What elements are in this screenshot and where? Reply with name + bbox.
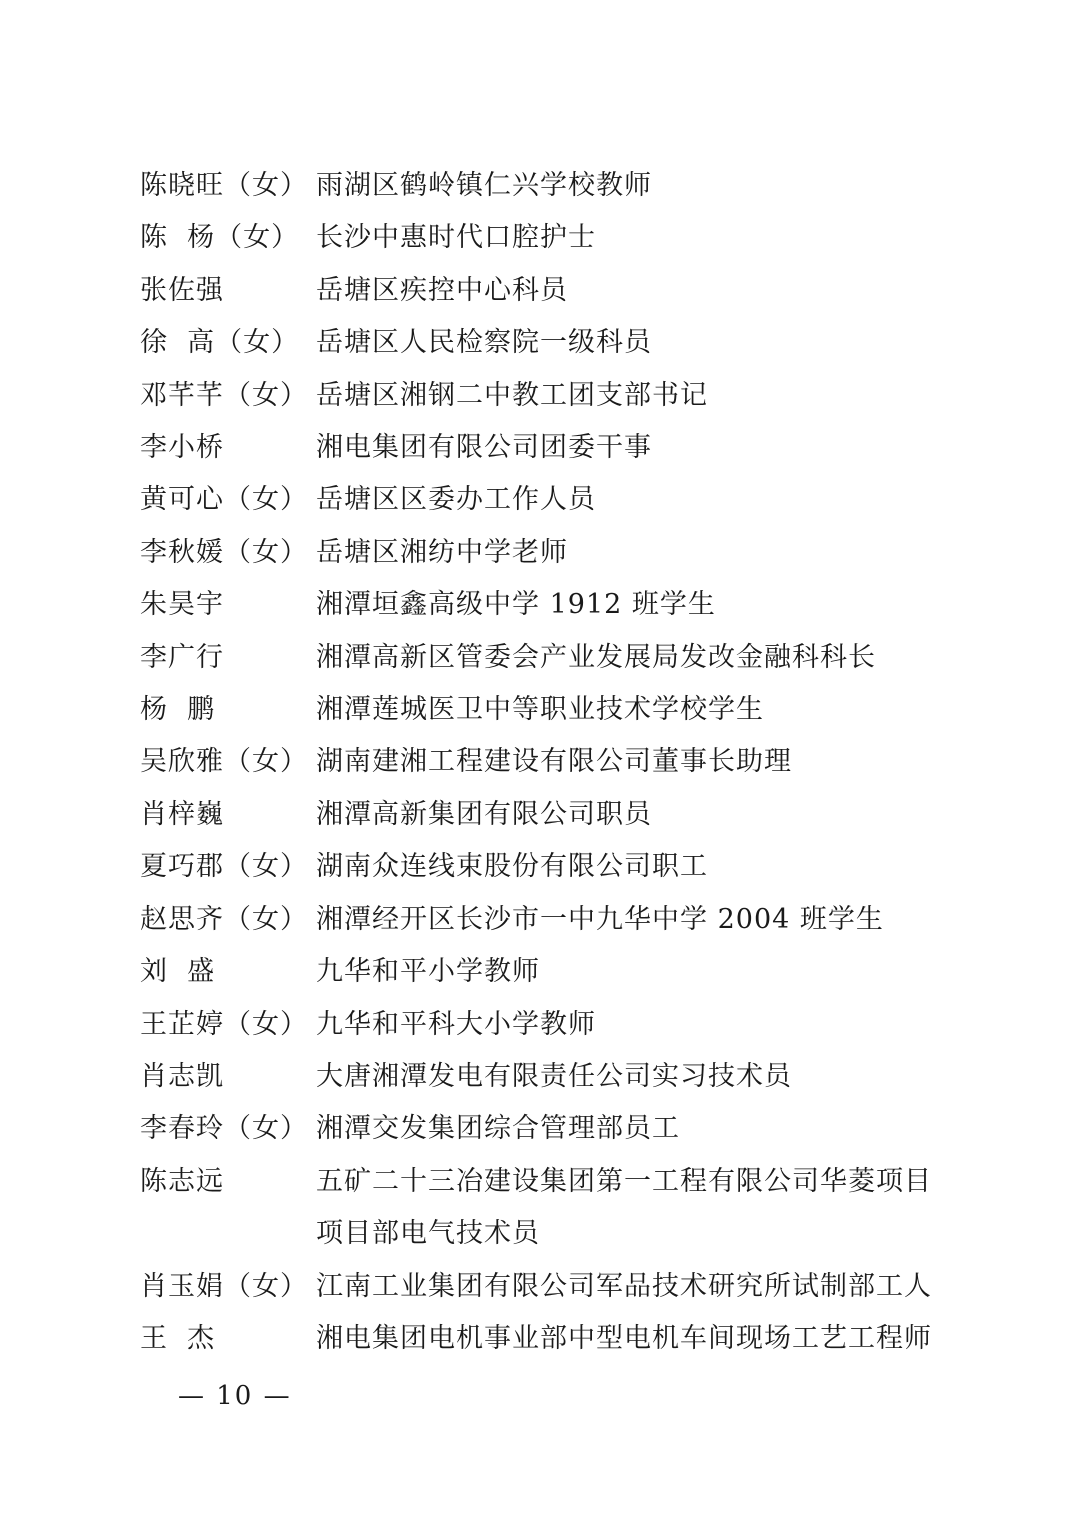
organization-title: 岳塘区湘纺中学老师 [316, 536, 568, 568]
list-item [140, 684, 940, 736]
organization-title: 湘潭垣鑫高级中学 1912 班学生 [316, 589, 716, 621]
person-name: 肖梓巍 [140, 798, 224, 830]
person-name: 朱昊宇 [140, 589, 224, 621]
list-item [140, 370, 940, 422]
organization-title: 湖南众连线束股份有限公司职工 [316, 851, 708, 883]
organization-title: 雨湖区鹤岭镇仁兴学校教师 [316, 170, 652, 201]
organization-title: 湘潭莲城医卫中等职业技术学校学生 [316, 694, 764, 726]
page-number: — 10 — [178, 1381, 292, 1411]
person-name: 李春玲 [140, 1113, 224, 1145]
gender-note: （女） [224, 903, 308, 935]
gender-note: （女） [224, 1008, 308, 1040]
person-name: 李小桥 [140, 432, 224, 464]
person-name: 肖玉娟 [140, 1270, 224, 1302]
organization-title: 五矿二十三冶建设集团第一工程有限公司华菱项目项目部电气技术员 [316, 1165, 932, 1250]
person-name: 张佐强 [140, 274, 224, 306]
list-item [140, 789, 940, 841]
list-item [140, 946, 940, 998]
organization-title: 大唐湘潭发电有限责任公司实习技术员 [316, 1060, 792, 1092]
list-item [140, 736, 940, 788]
list-item [140, 527, 940, 579]
list-item [140, 1156, 940, 1261]
list-item [140, 579, 940, 631]
gender-note: （女） [224, 1270, 308, 1302]
person-name: 王 杰 [140, 1322, 216, 1354]
award-list [140, 160, 940, 1365]
organization-title: 湘潭高新区管委会产业发展局发改金融科科长 [316, 641, 876, 673]
person-name: 杨 鹏 [140, 694, 216, 726]
person-name: 黄可心 [140, 484, 224, 516]
organization-title: 湘潭高新集团有限公司职员 [316, 798, 652, 830]
person-name: 徐 高 [140, 327, 216, 359]
person-name: 夏巧郡 [140, 851, 224, 883]
list-item [140, 999, 940, 1051]
gender-note: （女） [224, 746, 308, 778]
organization-title: 湘电集团有限公司团委干事 [316, 432, 652, 464]
list-item [140, 212, 940, 264]
gender-note: （女） [224, 851, 308, 883]
person-name: 李秋媛 [140, 536, 224, 568]
list-item [140, 1261, 940, 1313]
gender-note: （女） [224, 1113, 308, 1145]
gender-note: （女） [224, 379, 308, 411]
person-name: 王芷婷 [140, 1008, 224, 1040]
organization-title: 岳塘区疾控中心科员 [316, 274, 568, 306]
organization-title: 湘潭交发集团综合管理部员工 [316, 1113, 680, 1145]
list-item [140, 160, 940, 212]
list-item [140, 1313, 940, 1365]
gender-note: （女） [224, 170, 308, 201]
gender-note: （女） [224, 536, 308, 568]
organization-title: 湖南建湘工程建设有限公司董事长助理 [316, 746, 792, 778]
organization-title: 岳塘区人民检察院一级科员 [316, 327, 652, 359]
list-item [140, 894, 940, 946]
person-name: 刘 盛 [140, 956, 216, 988]
organization-title: 岳塘区湘钢二中教工团支部书记 [316, 379, 708, 411]
list-item [140, 422, 940, 474]
list-item [140, 1103, 940, 1155]
organization-title: 湘电集团电机事业部中型电机车间现场工艺工程师 [316, 1322, 932, 1354]
person-name: 李广行 [140, 641, 224, 673]
list-item [140, 841, 940, 893]
organization-title: 九华和平科大小学教师 [316, 1008, 596, 1040]
person-name: 陈 杨 [140, 222, 216, 254]
organization-title: 湘潭经开区长沙市一中九华中学 2004 班学生 [316, 903, 884, 935]
person-name: 陈晓旺 [140, 170, 224, 201]
person-name: 赵思齐 [140, 903, 224, 935]
list-item [140, 632, 940, 684]
gender-note: （女） [224, 484, 308, 516]
organization-title: 岳塘区区委办工作人员 [316, 484, 596, 516]
organization-title: 江南工业集团有限公司军品技术研究所试制部工人 [316, 1270, 932, 1302]
gender-note: （女） [215, 222, 300, 254]
person-name: 肖志凯 [140, 1060, 224, 1092]
person-name: 陈志远 [140, 1165, 224, 1197]
list-item [140, 474, 940, 526]
person-name: 邓芊芊 [140, 379, 224, 411]
list-item [140, 317, 940, 369]
person-name: 吴欣雅 [140, 746, 224, 778]
list-item [140, 265, 940, 317]
gender-note: （女） [215, 327, 300, 359]
organization-title: 九华和平小学教师 [316, 956, 540, 988]
list-item [140, 1051, 940, 1103]
organization-title: 长沙中惠时代口腔护士 [316, 222, 596, 254]
